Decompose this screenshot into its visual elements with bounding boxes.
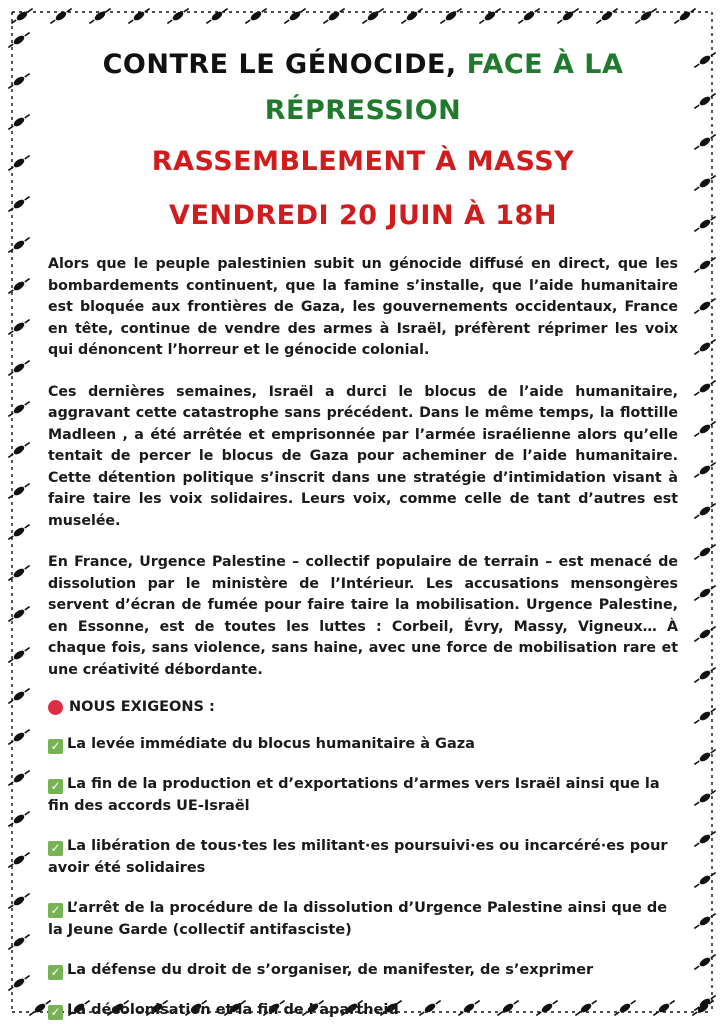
keffiyeh-leaf-icon <box>693 255 718 275</box>
demand-item <box>48 773 678 817</box>
keffiyeh-leaf-icon <box>7 440 32 460</box>
flyer-content <box>48 38 678 1021</box>
keffiyeh-leaf-icon <box>88 6 113 26</box>
keffiyeh-leaf-icon <box>205 6 230 26</box>
keffiyeh-leaf-icon <box>693 829 718 849</box>
keffiyeh-leaf-icon <box>693 542 718 562</box>
keffiyeh-leaf-icon <box>7 276 32 296</box>
demand-text: La fin de la production et d’exportations d’armes vers Israël ainsi que la fin des accords UE-Israël <box>48 776 660 814</box>
demand-item <box>48 733 678 755</box>
keffiyeh-leaf-icon <box>634 6 659 26</box>
keffiyeh-leaf-icon <box>7 71 32 91</box>
keffiyeh-leaf-icon <box>693 870 718 890</box>
keffiyeh-leaf-icon <box>49 6 74 26</box>
check-mark-icon: ✓ <box>48 739 63 754</box>
demand-item <box>48 835 678 879</box>
keffiyeh-leaf-icon <box>7 727 32 747</box>
keffiyeh-leaf-icon <box>7 153 32 173</box>
keffiyeh-leaf-icon <box>7 891 32 911</box>
keffiyeh-leaf-icon <box>361 6 386 26</box>
keffiyeh-leaf-icon <box>7 358 32 378</box>
check-mark-icon: ✓ <box>48 779 63 794</box>
demand-text: La levée immédiate du blocus humanitaire à Gaza <box>67 736 475 752</box>
keffiyeh-leaf-icon <box>693 911 718 931</box>
demand-text: La libération de tous·tes les militant·es poursuivi·es ou incarcéré·es pour avoir été solidaires <box>48 838 668 876</box>
paragraph-blockade: Ces dernières semaines, Israël a durci le blocus de l’aide humanitaire, aggravant cette catastrophe sans précédent. Dans le même temps, la flottille Madleen , a été arrêtée et emprisonnée par l’armée israélienne alors qu’elle tentait de percer le blocus de Gaza pour acheminer de l’aide humanitaire. Cette détention politique s’inscrit dans une stratégie d’intimidation visant à faire taire les voix solidaires. Leurs voix, comme celle de tant d’autres est muselée. <box>48 383 678 529</box>
keffiyeh-leaf-icon <box>166 6 191 26</box>
keffiyeh-leaf-icon <box>693 624 718 644</box>
demand-item <box>48 897 678 941</box>
check-mark-icon: ✓ <box>48 841 63 856</box>
demand-text: La défense du droit de s’organiser, de manifester, de s’exprimer <box>67 962 594 978</box>
keffiyeh-leaf-icon <box>693 378 718 398</box>
keffiyeh-leaf-icon <box>283 6 308 26</box>
keffiyeh-leaf-icon <box>556 6 581 26</box>
keffiyeh-leaf-icon <box>7 973 32 993</box>
keffiyeh-leaf-icon <box>7 563 32 583</box>
keffiyeh-leaf-icon <box>693 788 718 808</box>
paragraph-genocide: Alors que le peuple palestinien subit un génocide diffusé en direct, que les bombardements continuent, que la famine s’installe, que l’aide humanitaire est bloquée aux frontières de Gaza, les gouvernements occidentaux, France en tête, continue de vendre des armes à Israël, préfèrent réprimer les voix qui dénoncent l’horreur et le génocide colonial. <box>48 256 678 358</box>
check-mark-icon: ✓ <box>48 965 63 980</box>
keffiyeh-leaf-icon <box>693 50 718 70</box>
keffiyeh-leaf-icon <box>693 132 718 152</box>
keffiyeh-leaf-icon <box>693 747 718 767</box>
keffiyeh-leaf-icon <box>7 194 32 214</box>
headline-repression: FACE À LA RÉPRESSION <box>264 49 624 126</box>
keffiyeh-leaf-icon <box>693 173 718 193</box>
demands-heading <box>48 699 678 715</box>
keffiyeh-leaf-icon <box>478 6 503 26</box>
keffiyeh-leaf-icon <box>7 112 32 132</box>
headline-rally: RASSEMBLEMENT À MASSY <box>151 146 575 177</box>
headline-genocide: CONTRE LE GÉNOCIDE, <box>102 49 457 80</box>
headline-date: VENDREDI 20 JUIN À 18H <box>169 200 557 231</box>
keffiyeh-leaf-icon <box>517 6 542 26</box>
keffiyeh-leaf-icon <box>693 583 718 603</box>
keffiyeh-leaf-icon <box>693 952 718 972</box>
check-mark-icon: ✓ <box>48 1005 63 1020</box>
keffiyeh-leaf-icon <box>7 481 32 501</box>
keffiyeh-leaf-icon <box>693 665 718 685</box>
demand-text: L’arrêt de la procédure de la dissolution d’Urgence Palestine ainsi que de la Jeune Garde (collectif antifasciste) <box>48 900 668 938</box>
keffiyeh-leaf-icon <box>7 30 32 50</box>
keffiyeh-leaf-icon <box>693 337 718 357</box>
keffiyeh-leaf-icon <box>693 706 718 726</box>
keffiyeh-leaf-icon <box>693 214 718 234</box>
keffiyeh-leaf-icon <box>7 235 32 255</box>
keffiyeh-leaf-icon <box>693 296 718 316</box>
keffiyeh-leaf-icon <box>7 809 32 829</box>
keffiyeh-leaf-icon <box>439 6 464 26</box>
keffiyeh-leaf-icon <box>7 686 32 706</box>
demand-item <box>48 999 678 1021</box>
headline-line-1 <box>48 42 678 134</box>
keffiyeh-leaf-icon <box>7 522 32 542</box>
keffiyeh-leaf-icon <box>673 6 698 26</box>
demand-item <box>48 959 678 981</box>
keffiyeh-leaf-icon <box>7 768 32 788</box>
keffiyeh-leaf-icon <box>7 604 32 624</box>
keffiyeh-leaf-icon <box>693 91 718 111</box>
keffiyeh-leaf-icon <box>10 6 35 26</box>
keffiyeh-leaf-icon <box>7 645 32 665</box>
check-mark-icon: ✓ <box>48 903 63 918</box>
red-circle-icon <box>48 700 63 715</box>
keffiyeh-leaf-icon <box>322 6 347 26</box>
keffiyeh-leaf-icon <box>7 932 32 952</box>
demand-text: La décolonisation et la fin de l’apartheid <box>67 1002 399 1018</box>
keffiyeh-leaf-icon <box>595 6 620 26</box>
demands-title: NOUS EXIGEONS : <box>69 699 215 715</box>
keffiyeh-leaf-icon <box>400 6 425 26</box>
paragraph-dissolution: En France, Urgence Palestine – collectif populaire de terrain – est menacé de dissolution par le ministère de l’Intérieur. Les accusations mensongères servent d’écran de fumée pour faire taire la mobilisation. Urgence Palestine, en Essonne, est de toutes les luttes : Corbeil, Évry, Massy, Vigneux… À chaque fois, sans violence, sans haine, avec une force de mobilisation rare et une créativité débordante. <box>48 554 678 678</box>
keffiyeh-leaf-icon <box>693 501 718 521</box>
keffiyeh-leaf-icon <box>693 419 718 439</box>
keffiyeh-leaf-icon <box>693 460 718 480</box>
keffiyeh-leaf-icon <box>7 850 32 870</box>
keffiyeh-leaf-icon <box>7 317 32 337</box>
keffiyeh-leaf-icon <box>244 6 269 26</box>
keffiyeh-leaf-icon <box>7 399 32 419</box>
keffiyeh-leaf-icon <box>127 6 152 26</box>
